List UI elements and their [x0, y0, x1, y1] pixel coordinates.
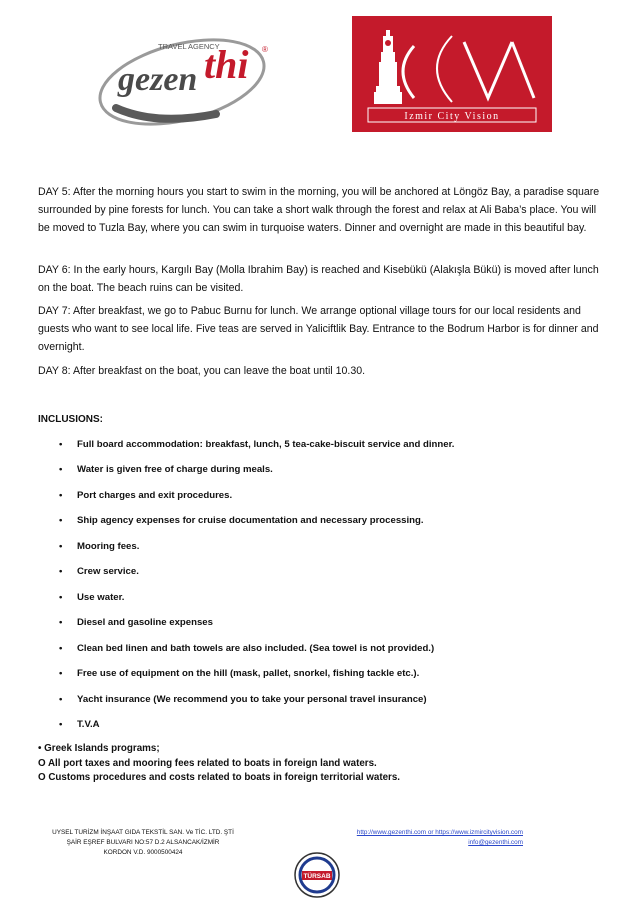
logo-text-main: gezen [118, 61, 198, 98]
bullet: • [59, 541, 63, 552]
company-tax-office: KORDON V.D. 9000500424 [103, 849, 183, 856]
email-link[interactable]: info@gezenthi.com [468, 839, 523, 846]
bullet: • [59, 719, 63, 730]
day-6-paragraph: DAY 6: In the early hours, Kargılı Bay (Molla Ibrahim Bay) is reached and Kisebükü (Alakışla Bükü) is moved after lunch on the boat. The beach ruins can be visited. [38, 264, 599, 295]
logo-mark: ® [262, 45, 268, 54]
inclusions-title: INCLUSIONS: [38, 414, 103, 425]
port-taxes-line: O All port taxes and mooring fees related to boats in foreign land waters. [38, 758, 377, 769]
company-address [38, 828, 248, 858]
day-8-paragraph: DAY 8: After breakfast on the boat, you can leave the boat until 10.30. [38, 365, 366, 377]
customs-line: O Customs procedures and costs related to boats in foreign territorial waters. [38, 772, 401, 783]
bullet: • [59, 592, 63, 603]
bullet: • [59, 643, 63, 654]
company-name: UYSEL TURİZM İNŞAAT GIDA TEKSTİL SAN. Ve TİC. LTD. ŞTİ [52, 829, 234, 836]
izmir-city-vision-logo [352, 16, 552, 132]
bullet: • [59, 668, 63, 679]
bullet: • [59, 617, 63, 628]
gezenthi-logo [96, 18, 286, 130]
contact-links [357, 828, 523, 848]
bullet: • [59, 566, 63, 577]
bullet: • [59, 515, 63, 526]
logo-city-vision-text: Izmir City Vision [404, 111, 500, 122]
day-7-paragraph: DAY 7: After breakfast, we go to Pabuc Burnu for lunch. We arrange optional village tours for our local residents and guests who want to see local life. Five teas are served in Yaliciftlik Bay. Entrance to the Bodrum Harbor is for dinner and overnight. [38, 305, 599, 354]
bullet: • [59, 464, 63, 475]
bullet: • [59, 694, 63, 705]
logo-tagline: TRAVEL AGENCY [158, 42, 220, 51]
company-street: ŞAİR EŞREF BULVARI NO:57 D.2 ALSANCAK/İZMİR [66, 839, 220, 846]
greek-islands-line: • Greek Islands programs; [38, 743, 160, 754]
day-5-paragraph: DAY 5: After the morning hours you start to swim in the morning, you will be anchored at Löngöz Bay, a paradise square surrounded by pine forests for lunch. You can take a short walk through the forest and relax at Ali Baba’s place. You will be moved to Tuzla Bay, where you can swim in turquoise waters. Dinner and overnight are made in this beautiful bay. [38, 186, 600, 235]
tursab-badge [294, 852, 340, 898]
tursab-badge-text: TÜRSAB [303, 873, 331, 880]
bullet: • [59, 490, 63, 501]
logo-text-accent: thi [204, 42, 249, 87]
bullet: • [59, 439, 63, 450]
website-link[interactable]: http://www.gezenthi.com or https://www.izmircityvision.com [356, 829, 523, 836]
